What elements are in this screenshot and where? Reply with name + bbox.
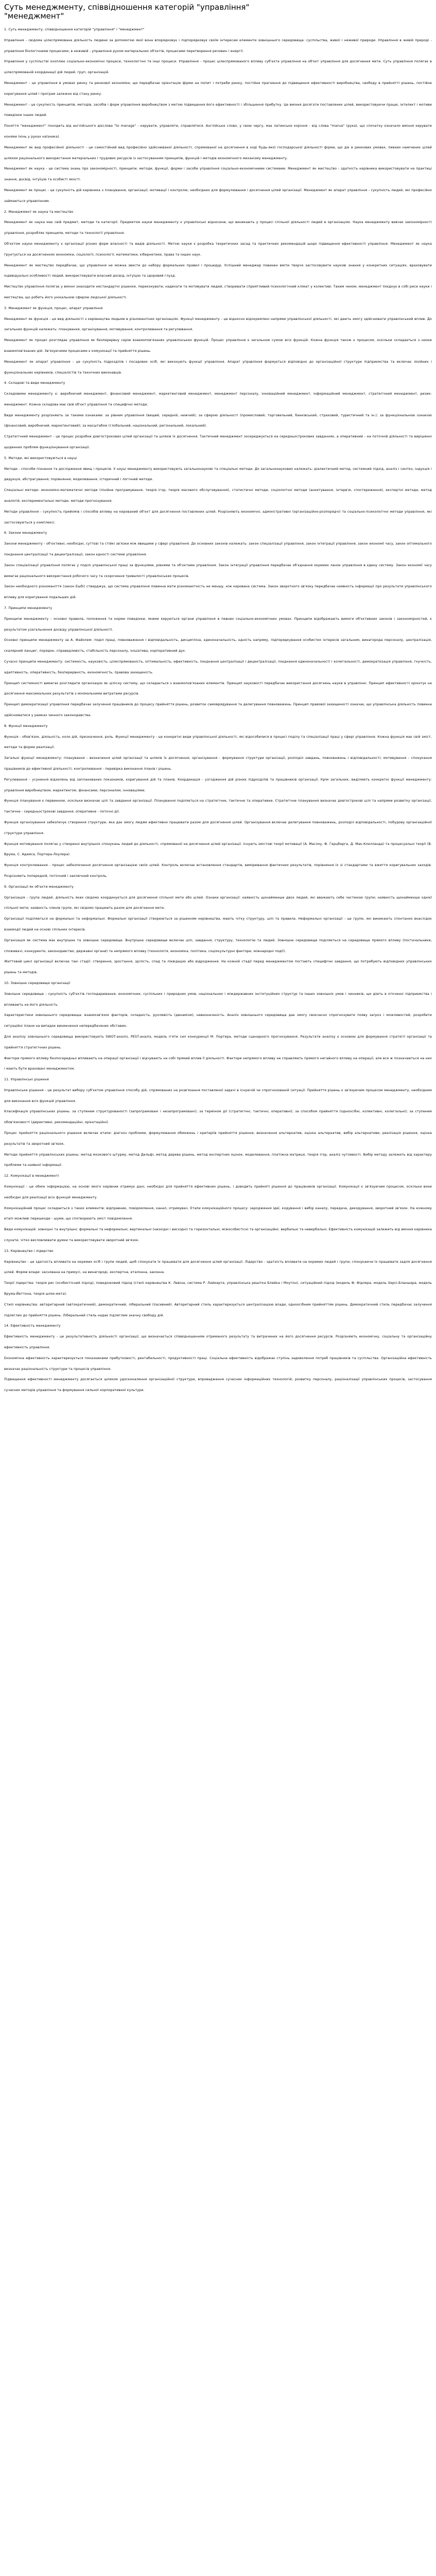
paragraph: Керівництво - це здатність впливати на окремих осіб і групи людей, щоб спонукати їх працювати для досягнення цілей організації. Лідерство - здатність впливати на окремих людей і групи, спонукаючи їх працювати задля досягнення цілей. Форми влади: заснована на примусі, на винагороді, експертна, еталонна, законна. bbox=[4, 1260, 432, 1275]
paragraph: Управлінське рішення - це результат вибору суб'єктом управління способу дій, спрямованих на розв'язання поставленої задачі в існуючій чи спрогнозованій ситуації. Прийняття рішень є зв'язуючим процесом менеджменту, необхідним для виконання всіх функцій управління. bbox=[4, 1088, 432, 1103]
paragraph: Функція контролювання - процес забезпечення досягнення організацією своїх цілей. Контроль включає встановлення стандартів, вимірювання фактичних результатів, порівняння їх зі стандартами та вжиття коригувальних заходів. Розрізняють попередній, поточний і заключний контроль. bbox=[4, 863, 432, 878]
paragraph: Економічна ефективність характеризується показниками прибутковості, рентабельності, продуктивності праці. Соціальна ефективність відображає ступінь задоволення потреб працівників та суспільства. Організаційна ефективність визначає раціональність структури та процесів управління. bbox=[4, 1356, 432, 1371]
paragraph: Зовнішнє середовище - сукупність суб'єктів господарювання, економічних, суспільних і природних умов, національних і міждержавних інституційних структур та інших зовнішніх умов і чинників, що діють в оточенні підприємства і впливають на його діяльність. bbox=[4, 992, 432, 1007]
paragraph: Функція - обов'язок, діяльність, коло дій, призначення, роль. Функції менеджменту - це конкретні види управлінської діяльності, які відособилися в процесі поділу та спеціалізації праці у сфері управління. Кожна функція має свій зміст, методи та форми реалізації. bbox=[4, 735, 432, 750]
paragraph: Сучасні принципи менеджменту: системність, науковість, цілеспрямованість, оптимальність, ефективність, поєднання централізації і децентралізації, поєднання єдиноначальності і колегіальності, демократизація управління, гнучкість, адаптивність, оперативність, безперервність, економічність, правова захищеність. bbox=[4, 660, 432, 674]
paragraph: Стилі керівництва: авторитарний (автократичний), демократичний, ліберальний (пасивний). Авторитарний стиль характеризується централізацією влади, одноосібним прийняттям рішень. Демократичний стиль передбачає залучення підлеглих до прийняття рішень. Ліберальний стиль надає підлеглим значну свободу дій. bbox=[4, 1302, 432, 1317]
title-line-2: "менеджмент" bbox=[4, 11, 64, 21]
paragraph: Організація - група людей, діяльність яких свідомо координується для досягнення спільної мети або цілей. Ознаки організації: наявність щонайменше двох людей, які вважають себе частиною групи; наявність щонайменше однієї спільної мети; наявність членів групи, які свідомо працюють разом для досягнення мети. bbox=[4, 895, 432, 910]
paragraph: Види комунікацій: зовнішні та внутрішні; формальні та неформальні; вертикальні (низхідні і висхідні) та горизонтальні; міжособистісні та організаційні; вербальні та невербальні. Ефективність комунікацій залежить від вміння керівника слухати, чітко висловлювати думки та використовувати зворотний зв'язок. bbox=[4, 1228, 432, 1243]
paragraph: Закони менеджменту - об'єктивні, необхідні, суттєві та стійкі зв'язки між явищами у сфері управління. До основних законів належать: закон спеціалізації управління, закон інтеграції управління, закон економії часу, закон оптимального поєднання централізації та децентралізації, закон єдності системи управління. bbox=[4, 542, 432, 557]
paragraph: Для аналізу зовнішнього середовища використовують SWOT-аналіз, PEST-аналіз, модель п'яти сил конкуренції М. Портера, методи сценарного прогнозування. Результати аналізу є основою для формування стратегії організації та прийняття стратегічних рішень. bbox=[4, 1035, 432, 1049]
paragraph: Комунікаційний процес складається з таких елементів: відправник, повідомлення, канал, отримувач. Етапи комунікаційного процесу: зародження ідеї, кодування і вибір каналу, передача, декодування, зворотний зв'язок. На кожному етапі можливі перешкоди - шуми, що спотворюють зміст повідомлення. bbox=[4, 1206, 432, 1221]
paragraph: Ефективність менеджменту - це результативність діяльності організації, що визначається співвідношенням отриманого результату та витрачених на його досягнення ресурсів. Розрізняють економічну, соціальну та організаційну ефективність управління. bbox=[4, 1335, 432, 1350]
paragraph: Закон спеціалізації управління полягає у поділі управлінської праці за функціями, рівнями та об'єктами управління. Закон інтеграції управління передбачає об'єднання окремих ланок управління в єдину систему. Закон економії часу вимагає раціонального використання робочого часу та скорочення тривалості управлінських процесів. bbox=[4, 563, 432, 578]
paragraph: Характеристики зовнішнього середовища: взаємозв'язок факторів, складність, рухливість (динамізм), невизначеність. Аналіз зовнішнього середовища дає змогу своєчасно спрогнозувати появу загроз і можливостей, розробити ситуаційні плани на випадок виникнення непередбачених обставин. bbox=[4, 1013, 432, 1028]
paragraph: 1. Суть менеджменту, співвідношення категорій "управління" і "менеджмент" bbox=[4, 28, 145, 31]
paragraph: Принцип системності вимагає розглядати організацію як цілісну систему, що складається з взаємопов'язаних елементів. Принцип науковості передбачає використання досягнень науки в управлінні. Принцип ефективності орієнтує на досягнення максимальних результатів з мінімальними витратами ресурсів. bbox=[4, 681, 432, 696]
paragraph: 6. Закони менеджменту bbox=[4, 531, 47, 535]
paragraph: Основні принципи менеджменту за А. Файолем: поділ праці, повноваження і відповідальність, дисципліна, єдиноначальність, єдність напряму, підпорядкування особистих інтересів загальним, винагорода персоналу, централізація, скалярний ланцюг, порядок, справедливість, стабільність персоналу, ініціатива, корпоративний дух. bbox=[4, 638, 432, 653]
paragraph: Закон необхідного різноманіття (закон Ешбі) стверджує, що система управління повинна мати різноманітність не меншу, ніж керована система. Закон зворотного зв'язку передбачає наявність інформації про результати управлінського впливу для коригування подальших дій. bbox=[4, 585, 432, 600]
paragraph: 14. Ефективність менеджменту bbox=[4, 1324, 61, 1328]
paragraph: Менеджмент як наука має свій предмет, методи та категорії. Предметом науки менеджменту є управлінські відносини, що виникають у процесі спільної діяльності людей в організаціях. Наука менеджменту вивчає закономірності управління, розробляє принципи, методи та технології управління. bbox=[4, 221, 432, 235]
paragraph: Процес прийняття раціонального рішення включає етапи: діагноз проблеми, формулювання обмежень і критеріїв прийняття рішення, визначення альтернатив, оцінка альтернатив, вибір альтернативи, реалізація рішення, оцінка результатів та зворотний зв'язок. bbox=[4, 1131, 432, 1146]
paragraph: Менеджмент як вид професійної діяльності - це самостійний вид професійно здійснюваної діяльності, спрямованої на досягнення в ході будь-якої господарської діяльності фірми, що діє в ринкових умовах, певних намічених цілей шляхом раціонального використання матеріальних і трудових ресурсів із застосуванням принципів, функцій і методів економічного механізму менеджменту. bbox=[4, 145, 432, 160]
paragraph: Менеджмент - це сукупність принципів, методів, засобів і форм управління виробництвом з метою підвищення його ефективності і збільшення прибутку. Це вміння досягати поставлених цілей, використовуючи працю, інтелект і мотиви поведінки інших людей. bbox=[4, 103, 432, 117]
paragraph: Менеджмент як функція - це вид діяльності з керівництва людьми в різноманітних організаціях. Функції менеджменту - це відносно відокремлені напрями управлінської діяльності, які дають змогу здійснювати управлінський вплив. До загальних функцій належать: планування, організування, мотивування, контролювання та регулювання. bbox=[4, 317, 432, 332]
paragraph: Регулювання - усунення відхилень від запланованих показників, коригування дій та планів. Координація - узгодження дій різних підрозділів та працівників організації. Крім загальних, виділяють конкретні функції менеджменту: управління виробництвом, маркетингом, фінансами, персоналом, інноваціями. bbox=[4, 777, 432, 792]
paragraph: Фактори прямого впливу безпосередньо впливають на операції організації і відчувають на собі прямий вплив її діяльності. Фактори непрямого впливу не справляють прямого негайного впливу на операції, але все ж позначаються на них і мають бути враховані менеджментом. bbox=[4, 1056, 432, 1071]
document-body bbox=[4, 25, 432, 1396]
paragraph: Життєвий цикл організації включає такі стадії: створення, зростання, зрілість, спад та ліквідацію або відродження. На кожній стадії перед менеджментом постають специфічні завдання, що потребують відповідних управлінських рішень та методів. bbox=[4, 960, 432, 975]
paragraph: Методи прийняття управлінських рішень: метод мозкового штурму, метод Дельфі, метод дерева рішень, метод експертних оцінок, моделювання, платіжна матриця, теорія ігор, аналіз чутливості. Вибір методу залежить від характеру проблеми та наявної інформації. bbox=[4, 1153, 432, 1167]
paragraph: Організація як система має внутрішнє та зовнішнє середовище. Внутрішнє середовище включає цілі, завдання, структуру, технологію та людей. Зовнішнє середовище поділяється на середовище прямого впливу (постачальники, споживачі, конкуренти, законодавство, державні органи) та непрямого впливу (технологія, економіка, політика, соціокультурні фактори, міжнародні події). bbox=[4, 938, 432, 953]
paragraph: Мистецтво управління полягає у вмінні знаходити нестандартні рішення, переконувати, надихати та мотивувати людей, створювати сприятливий психологічний клімат у колективі. Таким чином, менеджмент поєднує в собі риси науки і мистецтва, що робить його унікальною сферою людської діяльності. bbox=[4, 285, 432, 299]
paragraph: Методи управління - сукупність прийомів і способів впливу на керований об'єкт для досягнення поставлених цілей. Розрізняють економічні, адміністративні (організаційно-розпорядчі) та соціально-психологічні методи управління, які застосовуються у комплексі. bbox=[4, 510, 432, 524]
paragraph: 7. Принципи менеджменту bbox=[4, 606, 53, 611]
paragraph: 13. Керівництво і лідерство bbox=[4, 1249, 54, 1253]
paragraph: Види менеджменту розрізняють за такими ознаками: за рівнем управління (вищий, середній, нижчий); за сферою діяльності (промисловий, торговельний, банківський, страховий, туристичний та ін.); за функціональною ознакою (фінансовий, виробничий, маркетинговий); за масштабом (глобальний, національний, регіональний, локальний). bbox=[4, 413, 432, 428]
paragraph: 9. Організації як об'єкти менеджменту bbox=[4, 885, 74, 889]
paragraph: Об'єктом науки менеджменту є організації різних форм власності та видів діяльності. Метою науки є розробка теоретичних засад та практичних рекомендацій щодо підвищення ефективності управління. Менеджмент як наука ґрунтується на досягненнях економіки, соціології, психології, математики, кібернетики, права та інших наук. bbox=[4, 242, 432, 257]
paragraph: Методи - способи пізнання та дослідження явищ і процесів. У науці менеджменту використовують загальнонаукові та спеціальні методи. До загальнонаукових належать: діалектичний метод, системний підхід, аналіз і синтез, індукція і дедукція, абстрагування, порівняння, моделювання, історичний і логічний методи. bbox=[4, 467, 432, 482]
paragraph: Управління - свідома цілеспрямована діяльність людини за допомогою якої вона впорядковує і підпорядковує своїм інтересам елементи зовнішнього середовища: суспільства, живої і неживої природи. Управління в живій природі - управління біологічними процесами, в неживій - управління рухом матеріальних об'єктів, процесами перетворення речовин і енергії. bbox=[4, 38, 432, 53]
paragraph: 11. Управлінські рішення bbox=[4, 1078, 49, 1082]
paragraph: Управління у суспільстві охоплює соціально-економічні процеси, технологічні та інші процеси. Управління - процес цілеспрямованого впливу суб'єкта управління на об'єкт управління для досягнення мети. Суть управління полягає в цілеспрямованій координації дій людей, груп, організацій. bbox=[4, 60, 432, 75]
paragraph: 12. Комунікації в менеджменті bbox=[4, 1174, 59, 1178]
paragraph: Функція мотивування полягає у створенні внутрішніх спонукань людей до діяльності, спрямованої на досягнення цілей організації. Існують змістові теорії мотивації (А. Маслоу, Ф. Герцберга, Д. Мак-Клелланда) та процесуальні теорії (В. Врума, С. Адамса, Портера-Лоулера). bbox=[4, 842, 432, 857]
paragraph: Спеціальні методи: економіко-математичні методи (лінійне програмування, теорія ігор, теорія масового обслуговування), статистичні методи, соціологічні методи (анкетування, інтерв'ю, спостереження), експертні методи, метод аналогій, експериментальні методи, методи прогнозування. bbox=[4, 488, 432, 503]
paragraph: 2. Менеджмент як наука та мистецтво bbox=[4, 210, 74, 214]
paragraph: 4. Складові та види менеджменту bbox=[4, 381, 65, 385]
paragraph: 3. Менеджмент як функція, процес, апарат управління bbox=[4, 306, 103, 310]
paragraph: Стратегічний менеджмент - це процес розробки довгострокових цілей організації та шляхів їх досягнення. Тактичний менеджмент зосереджується на середньострокових завданнях, а оперативний - на поточній діяльності та вирішенні щоденних проблем функціонування організації. bbox=[4, 435, 432, 450]
paragraph: Функція організування забезпечує створення структури, яка дає змогу людям ефективно працювати разом для досягнення цілей. Організування включає делегування повноважень, розподіл відповідальності, побудову організаційної структури управління. bbox=[4, 820, 432, 835]
paragraph: Загальні функції менеджменту: планування - визначення цілей організації та шляхів їх досягнення; організування - формування структури організації, розподіл завдань, повноважень і відповідальності; мотивування - спонукання працівників до ефективної діяльності; контролювання - перевірка виконання планів і рішень. bbox=[4, 756, 432, 771]
paragraph: Функція планування є первинною, оскільки визначає цілі та завдання організації. Планування поділяється на стратегічне, тактичне та оперативне. Стратегічне планування визначає довгострокові цілі та напрями розвитку організації, тактичне - середньострокові завдання, оперативне - поточні дії. bbox=[4, 799, 432, 814]
paragraph: 5. Методи, які використовуються в науці bbox=[4, 456, 77, 460]
paragraph: Теорії лідерства: теорія рис (особистісний підхід), поведінковий підхід (стилі керівництва К. Левіна, система Р. Лайкерта, управлінська решітка Блейка і Моутон), ситуаційний підхід (модель Ф. Фідлера, модель Херсі-Бланшара, модель Врума-Йеттона, теорія шлях-мета). bbox=[4, 1281, 432, 1296]
paragraph: Організації поділяються на формальні та неформальні. Формальні організації створюються за рішенням керівництва, мають чітку структуру, цілі та правила. Неформальні організації - це групи, які виникають спонтанно внаслідок взаємодії людей на основі спільних інтересів. bbox=[4, 917, 432, 931]
paragraph: 8. Функції менеджменту bbox=[4, 724, 48, 728]
paragraph: Класифікація управлінських рішень: за ступенем структурованості (запрограмовані і незапрограмовані); за терміном дії (стратегічні, тактичні, оперативні); за способом прийняття (одноосібні, колективні, колегіальні); за ступенем обов'язковості (директивні, рекомендаційні, орієнтаційні). bbox=[4, 1110, 432, 1125]
paragraph: Принцип демократизації управління передбачає залучення працівників до процесу прийняття рішень, розвиток самоврядування та делегування повноважень. Принцип правової захищеності означає, що управлінська діяльність повинна здійснюватися у рамках чинного законодавства. bbox=[4, 703, 432, 717]
document-title bbox=[4, 3, 432, 21]
paragraph: Менеджмент як процес розглядає управління як безперервну серію взаємопов'язаних управлінських функцій. Процес управління є загальною сумою всіх функцій. Кожна функція також є процесом, оскільки складається з низки взаємопов'язаних дій. Зв'язуючими процесами є комунікації та прийняття рішень. bbox=[4, 338, 432, 353]
title-line-1: Суть менеджменту, співвідношення категорій "управління" bbox=[4, 3, 250, 12]
paragraph: Менеджмент як процес - це сукупність дій керівника з планування, організації, мотивації і контролю, необхідних для формулювання і досягнення цілей організації. Менеджмент як апарат управління - сукупність людей, які професійно займаються управлінням. bbox=[4, 188, 432, 203]
paragraph: Менеджмент як наука - це система знань про закономірності, принципи, методи, функції, форми і засоби управління соціально-економічними системами. Менеджмент як мистецтво - здатність керівника використовувати на практиці знання, досвід, інтуїцію та особисті якості. bbox=[4, 167, 432, 182]
paragraph: Менеджмент як апарат управління - це сукупність підрозділів і посадових осіб, які виконують функції управління. Апарат управління формується відповідно до організаційної структури підприємства та включає лінійних і функціональних керівників, спеціалістів та технічних виконавців. bbox=[4, 360, 432, 375]
paragraph: Поняття "менеджмент" походить від англійського дієслова "to manage" - керувати, управляти, справлятися. Англійське слово, у свою чергу, має латинське коріння - від слова "manus" (рука), що спочатку означало вміння керувати конями (кінь у руках наїзника). bbox=[4, 124, 432, 139]
paragraph: Підвищення ефективності менеджменту досягається шляхом удосконалення організаційної структури, впровадження сучасних інформаційних технологій, розвитку персоналу, раціоналізації управлінських процесів, застосування сучасних методів управління та формування сильної корпоративної культури. bbox=[4, 1378, 432, 1393]
paragraph: 10. Зовнішнє середовище організації bbox=[4, 981, 71, 985]
paragraph: Складовими менеджменту є: виробничий менеджмент, фінансовий менеджмент, маркетинговий менеджмент, менеджмент персоналу, інноваційний менеджмент, інформаційний менеджмент, стратегічний менеджмент, ризик-менеджмент. Кожна складова має свій об'єкт управління та специфічні методи. bbox=[4, 392, 432, 406]
paragraph: Менеджмент - це управління в умовах ринку та ринкової економіки, що передбачає орієнтацію фірми на попит і потреби ринку, постійне прагнення до підвищення ефективності виробництва, свободу в прийнятті рішень, постійне коригування цілей і програм залежно від стану ринку. bbox=[4, 81, 432, 96]
paragraph: Комунікації - це обмін інформацією, на основі якого керівник отримує дані, необхідні для прийняття ефективних рішень, і доводить прийняті рішення до працівників організації. Комунікації є зв'язуючим процесом, оскільки вони необхідні для реалізації всіх функцій менеджменту. bbox=[4, 1185, 432, 1199]
paragraph: Менеджмент як мистецтво передбачає, що управління не можна звести до набору формальних правил і процедур. Успішний менеджер повинен вміти творчо застосовувати наукові знання у конкретних ситуаціях, враховувати індивідуальні особливості людей, використовувати власний досвід, інтуїцію та здоровий глузд. bbox=[4, 263, 432, 278]
paragraph: Принципи менеджменту - основні правила, положення та норми поведінки, якими керуються органи управління в певних соціально-економічних умовах. Принципи відображають вимоги об'єктивних законів і закономірностей, є результатом узагальнення досвіду управлінської діяльності. bbox=[4, 617, 432, 632]
